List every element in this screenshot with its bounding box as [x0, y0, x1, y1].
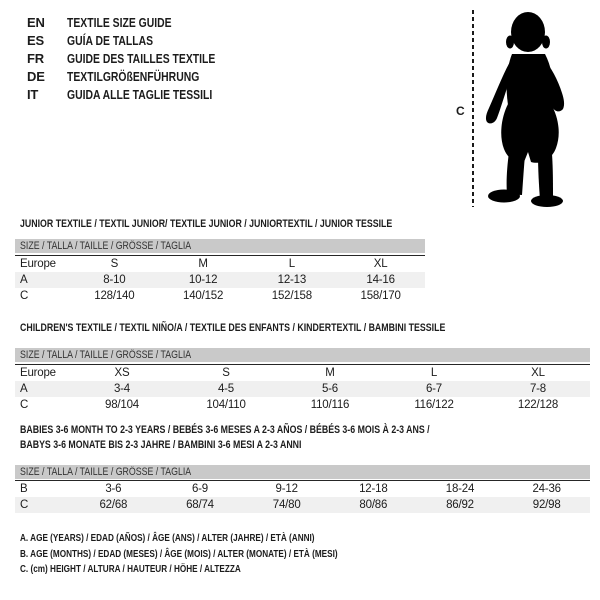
table-cell: 14-16	[366, 274, 395, 286]
language-code: DE	[27, 68, 45, 84]
table-row	[15, 397, 590, 413]
language-title: TEXTILE SIZE GUIDE	[67, 14, 172, 30]
table-title: CHILDREN'S TEXTILE / TEXTIL NIÑO/A / TEXTILE DES ENFANTS / KINDERTEXTIL / BAMBINI TESSILE	[20, 322, 446, 334]
table-cell: 18-24	[445, 483, 475, 495]
table-cell: L	[430, 367, 438, 379]
table-cell: M	[198, 258, 208, 270]
baby-silhouette-icon	[482, 12, 568, 208]
table-cell: 3-6	[105, 483, 122, 495]
height-marker-label: C	[456, 104, 465, 118]
table-title: JUNIOR TEXTILE / TEXTIL JUNIOR/ TEXTILE JUNIOR / JUNIORTEXTIL / JUNIOR TESSILE	[20, 218, 393, 230]
language-code: EN	[27, 14, 45, 30]
table-cell: XS	[114, 367, 130, 379]
table-cell: XL	[373, 258, 388, 270]
table-cell: L	[288, 258, 295, 270]
row-label: Europe	[20, 258, 56, 270]
row-label: A	[20, 383, 28, 395]
footnote-c: C. (cm) HEIGHT / ALTURA / HAUTEUR / HÖHE / ALTEZZA	[20, 563, 241, 575]
footnote-a: A. AGE (YEARS) / EDAD (AÑOS) / ÂGE (ANS) / ALTER (JAHRE) / ETÀ (ANNI)	[20, 532, 315, 544]
table-cell: 74/80	[272, 499, 301, 511]
table-cell: 24-36	[532, 483, 561, 495]
table-cell: 10-12	[188, 274, 218, 286]
table-row	[15, 272, 425, 288]
table-cell: 98/104	[105, 399, 139, 411]
table-cell: 7-8	[529, 383, 547, 395]
row-label: C	[20, 499, 29, 511]
row-label: C	[20, 399, 29, 411]
table-cell: 158/170	[360, 290, 401, 302]
language-row	[27, 67, 252, 85]
footnotes-block	[20, 531, 427, 578]
table-row	[15, 497, 590, 513]
size-header-bar: SIZE / TALLA / TAILLE / GRÖSSE / TAGLIA	[15, 348, 590, 362]
language-title: GUIDA ALLE TAGLIE TESSILI	[67, 86, 213, 102]
language-row	[27, 13, 252, 31]
row-label: B	[20, 483, 28, 495]
table-cell: M	[325, 367, 335, 379]
table-cell: 128/140	[94, 290, 135, 302]
table-cell: 92/98	[532, 499, 561, 511]
table-cell: 8-10	[103, 274, 126, 286]
language-guide-block	[27, 13, 252, 103]
table-row	[15, 365, 590, 381]
table-body	[15, 364, 590, 413]
table-cell: 152/158	[271, 290, 312, 302]
table-cell: 110/116	[310, 399, 350, 411]
table-cell: 4-5	[217, 383, 235, 395]
language-title: GUÍA DE TALLAS	[67, 32, 154, 48]
table-body	[15, 255, 425, 304]
table-row	[15, 256, 425, 272]
table-cell: 86/92	[446, 499, 474, 511]
table-title: BABIES 3-6 MONTH TO 2-3 YEARS / BEBÉS 3-6 MESES A 2-3 AÑOS / BÉBÉS 3-6 MOIS À 2-3 ANS / BABYS 3-6 MONATE BIS 2-3 JAHRE / BAMBINI 3-6 MESI A 2-3 ANNI	[20, 424, 430, 451]
table-cell: S	[110, 258, 119, 270]
table-body	[15, 480, 590, 513]
table-cell: S	[222, 367, 230, 379]
table-cell: 6-9	[191, 483, 208, 495]
table-cell: 68/74	[186, 499, 214, 511]
row-label: C	[20, 290, 29, 302]
row-label: Europe	[20, 367, 56, 379]
language-row	[27, 31, 252, 49]
table-cell: XL	[531, 367, 545, 379]
table-cell: 104/110	[206, 399, 246, 411]
language-code: FR	[27, 50, 44, 66]
table-row	[15, 381, 590, 397]
size-header-bar: SIZE / TALLA / TAILLE / GRÖSSE / TAGLIA	[15, 239, 425, 253]
language-title: TEXTILGRÖßENFÜHRUNG	[67, 68, 200, 84]
table-cell: 6-7	[425, 383, 443, 395]
row-label: A	[20, 274, 28, 286]
language-code: IT	[27, 86, 39, 102]
table-cell: 3-4	[113, 383, 131, 395]
size-header-bar: SIZE / TALLA / TAILLE / GRÖSSE / TAGLIA	[15, 465, 590, 479]
footnote-b: B. AGE (MONTHS) / EDAD (MESES) / ÂGE (MOIS) / ALTER (MONATE) / ETÀ (MESI)	[20, 547, 338, 560]
table-row	[15, 288, 425, 304]
language-title: GUIDE DES TAILLES TEXTILE	[67, 50, 216, 66]
table-cell: 12-13	[277, 274, 307, 286]
table-row	[15, 481, 590, 497]
language-row	[27, 49, 252, 67]
language-row	[27, 85, 252, 103]
table-cell: 116/122	[414, 399, 454, 411]
height-dashed-line	[472, 10, 474, 207]
table-cell: 5-6	[321, 383, 339, 395]
table-cell: 140/152	[183, 290, 224, 302]
table-cell: 122/128	[517, 399, 559, 411]
table-cell: 62/68	[99, 499, 128, 511]
table-cell: 9-12	[275, 483, 298, 495]
table-cell: 12-18	[359, 483, 388, 495]
table-cell: 80/86	[359, 499, 388, 511]
language-code: ES	[27, 32, 44, 48]
